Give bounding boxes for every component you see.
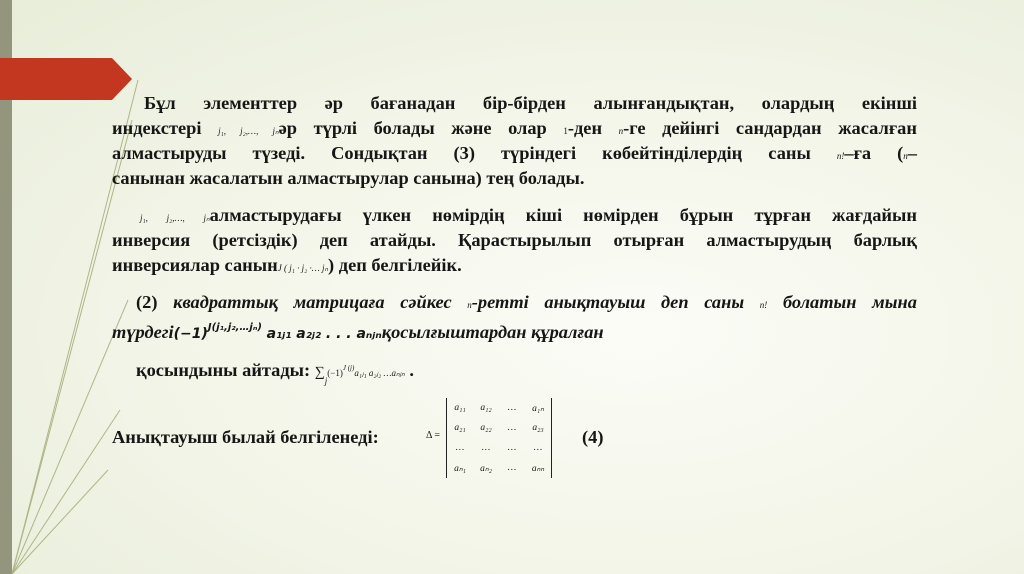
para2-line3: инверсиялар санынJ ( j₁ · j₂ ·… jₙ) деп белгілейік.	[112, 255, 462, 275]
matrix-cell: …	[533, 443, 543, 453]
matrix-cell: aₙ₂	[480, 463, 492, 474]
matrix-cell: …	[507, 463, 517, 473]
matrix-cell: a₂₃	[532, 423, 544, 433]
para1-line1: Бұл элементтер әр бағанадан бір-бірден алынғандықтан, олардың екінші	[144, 93, 918, 113]
delta-symbol: Δ =	[426, 430, 441, 441]
matrix-cell: …	[507, 403, 517, 413]
matrix-cell: a₂₂	[480, 423, 492, 433]
matrix-cell: a₁ₙ	[532, 403, 544, 414]
para1-line2: индекстері j₁, j₂,…, jₙәр түрлі болады және олар 1-ден n-ге дейінгі сандардан жасалған	[112, 118, 917, 138]
matrix-row-2	[447, 418, 551, 438]
equation-number: (4)	[582, 427, 604, 447]
para4-line: қосындыны айтады: $\sum_j(-1)^{J (j)}a_1ⱼ_1$ a₂ⱼ₂ …aₙⱼₙ .	[136, 360, 414, 386]
para1-line4: санынан жасалатын алмастырулар санына) тең болады.	[112, 168, 585, 188]
para3-line1: (2) квадраттық матрицаға сәйкес n-ретті анықтауыш деп саны n! болатын мына	[136, 292, 917, 312]
para5-label: Анықтауыш былай белгіленеді:	[112, 427, 379, 447]
matrix-row-1	[447, 398, 551, 418]
index-sequence: j₁, j₂,…, jₙ	[218, 126, 279, 136]
matrix-cell: …	[507, 423, 517, 433]
sum-symbol: ∑	[314, 365, 325, 380]
matrix-cell: a₁₂	[480, 403, 492, 413]
matrix-row-3	[447, 438, 551, 458]
product-terms: a₁ⱼ₁ a₂ⱼ₂ . . . aₙⱼₙ	[266, 326, 382, 342]
determinant-matrix	[446, 398, 552, 478]
para1-line3: алмастыруды түзеді. Сондықтан (3) түріндегі көбейтінділердің саны n!–ға (n–	[112, 143, 917, 163]
matrix-row-4	[447, 458, 551, 478]
matrix-cell: …	[481, 443, 491, 453]
sign-factor: (−1)	[173, 326, 208, 342]
matrix-cell: a₁₁	[454, 403, 466, 413]
matrix-cell: …	[455, 443, 465, 453]
matrix-cell: …	[507, 443, 517, 453]
matrix-cell: aₙ₁	[454, 463, 466, 474]
para2-line1: j₁, j₂,…, jₙалмастырудағы үлкен нөмірдің кіші нөмірден бұрын тұрған жағдайын	[140, 205, 917, 225]
inversion-symbol: J ( j₁ · j₂ ·… jₙ	[277, 263, 329, 273]
para3-line2: $түрдегі(-1)^{J(j_1,j_2,\dots j_n)}$ a₁ⱼ₁ a₂ⱼ₂ . . . aₙⱼₙқосылғыштардан құралған	[112, 322, 604, 342]
para2-line2: инверсия (ретсіздік) деп атайды. Қарастырылып отырған алмастырудың барлық	[112, 230, 917, 250]
matrix-cell: a₂₁	[454, 423, 466, 433]
matrix-cell: aₙₙ	[531, 463, 545, 474]
